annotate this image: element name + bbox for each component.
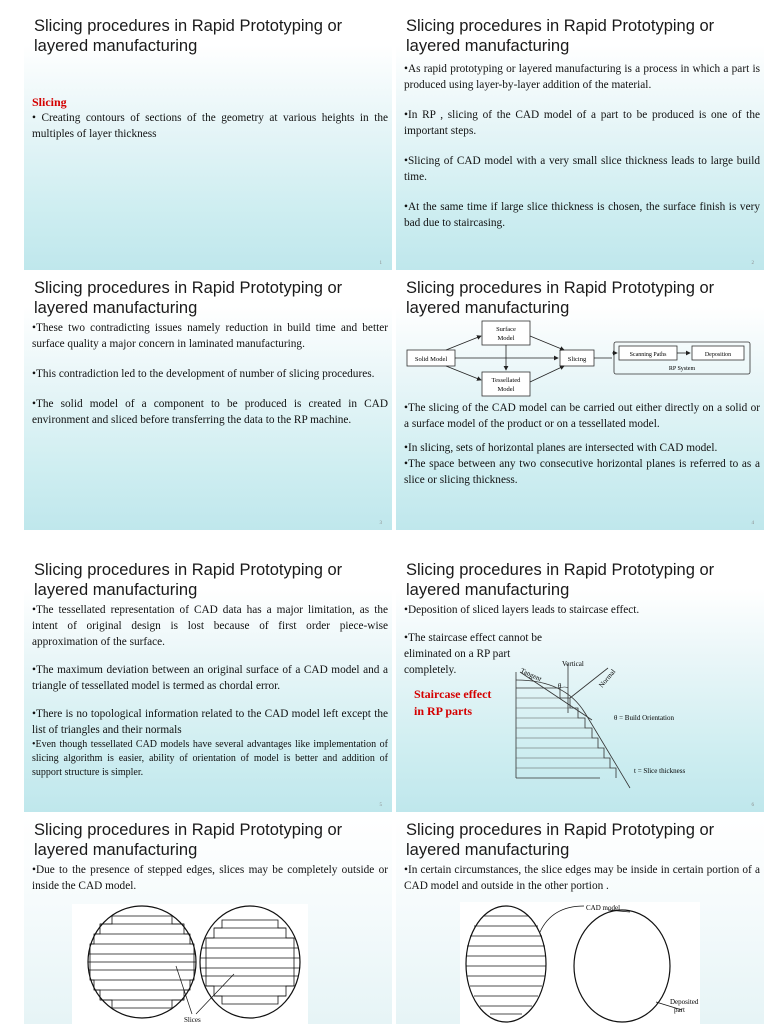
slide-4 xyxy=(396,276,764,530)
paragraph: •The tessellated representation of CAD data has a major limitation, as the intent of original design is lost because of first order piece-wise approximation of the surface. xyxy=(32,604,388,648)
tessellated-model-label: Tessellated xyxy=(491,377,521,384)
scanning-paths-label: Scanning Paths xyxy=(629,352,667,358)
slide-body xyxy=(32,94,388,142)
paragraph: •In slicing, sets of horizontal planes are intersected with CAD model. xyxy=(404,442,718,454)
rp-flow-diagram xyxy=(406,320,756,398)
slide-body xyxy=(404,61,760,231)
slice-thickness-label: t = Slice thickness xyxy=(634,767,686,775)
slide-body xyxy=(32,320,388,428)
surface-model-label: Surface xyxy=(496,326,516,333)
slide-title: Slicing procedures in Rapid Prototyping or layered manufacturing xyxy=(34,17,343,55)
staircase-diagram xyxy=(510,658,760,798)
slide-3 xyxy=(24,276,392,530)
paragraph: •In certain circumstances, the slice edges may be inside in certain portion of a CAD model and outside in the other portion . xyxy=(404,864,760,892)
theta-label: θ xyxy=(558,682,562,690)
staircase-label xyxy=(414,686,491,720)
paragraph: •Due to the presence of stepped edges, slices may be completely outside or inside the CAD model. xyxy=(32,864,388,892)
build-orientation-label: θ = Build Orientation xyxy=(614,714,674,722)
slide-title: Slicing procedures in Rapid Prototyping or layered manufacturing xyxy=(406,821,715,859)
page-number: 2 xyxy=(751,261,754,266)
page-number: 1 xyxy=(379,261,382,266)
normal-label: Normal xyxy=(597,667,618,690)
tangent-label: Tangent xyxy=(519,666,543,684)
slide-title: Slicing procedures in Rapid Prototyping or layered manufacturing xyxy=(34,279,343,317)
paragraph: •The slicing of the CAD model can be carried out either directly on a solid or a surface model of the product or on a tessellated model. xyxy=(404,402,760,430)
slide-title: Slicing procedures in Rapid Prototyping or layered manufacturing xyxy=(406,279,715,317)
deposited-part-label: part xyxy=(674,1006,685,1014)
slide-title: Slicing procedures in Rapid Prototyping or layered manufacturing xyxy=(34,821,343,859)
deposition-label: Deposition xyxy=(704,352,732,358)
paragraph: •The solid model of a component to be produced is created in CAD environment and sliced before transferring the data to the RP machine. xyxy=(32,398,388,426)
deposited-part-label: Deposited xyxy=(670,998,699,1006)
paragraph: •At the same time if large slice thickness is chosen, the surface finish is very bad due to staircasing. xyxy=(404,201,760,229)
paragraph: •Even though tessellated CAD models have several advantages like implementation of slicing algorithm is easier, ability of orientation of model is better and addition of support structure is simpler. xyxy=(32,739,388,778)
slide-6 xyxy=(396,558,764,812)
cad-model-diagram xyxy=(460,902,700,1024)
rp-system-label: RP System xyxy=(668,366,696,372)
paragraph: •Deposition of sliced layers leads to staircase effect. xyxy=(404,604,640,616)
bullet-text: • Creating contours of sections of the geometry at various heights in the multiples of layer thickness xyxy=(32,112,388,140)
slide-5 xyxy=(24,558,392,812)
staircase-label-line: in RP parts xyxy=(414,704,473,718)
paragraph: •The space between any two consecutive horizontal planes is referred to as a slice or slicing thickness. xyxy=(404,458,760,486)
slide-body xyxy=(404,862,760,894)
paragraph: •The maximum deviation between an original surface of a CAD model and a triangle of tessellated model is termed as chordal error. xyxy=(32,664,388,692)
slide-2 xyxy=(396,14,764,270)
page-number: 6 xyxy=(751,803,754,808)
surface-model-label: Model xyxy=(497,335,515,342)
paragraph: •The staircase effect cannot be eliminated on a RP part completely. xyxy=(404,632,542,676)
paragraph: •These two contradicting issues namely reduction in build time and better surface quality a major concern in laminated manufacturing. xyxy=(32,322,388,350)
paragraph: •This contradiction led to the development of number of slicing procedures. xyxy=(32,368,375,380)
slide-body xyxy=(32,862,388,894)
staircase-label-line: Staircase effect xyxy=(414,687,492,701)
slicing-label: Slicing xyxy=(567,356,587,363)
paragraph: •In RP , slicing of the CAD model of a part to be produced is one of the important steps. xyxy=(404,109,760,137)
slicing-heading: Slicing xyxy=(32,95,67,109)
solid-model-label: Solid Model xyxy=(414,356,448,363)
cad-model-label: CAD model xyxy=(586,904,621,912)
slices-label: Slices xyxy=(184,1016,201,1024)
page-number: 4 xyxy=(751,521,754,526)
slide-title: Slicing procedures in Rapid Prototyping or layered manufacturing xyxy=(34,561,343,599)
slices-diagram xyxy=(72,904,308,1024)
page-number: 5 xyxy=(379,803,382,808)
paragraph: •There is no topological information related to the CAD model left except the list of triangles and their normals xyxy=(32,708,388,736)
paragraph: •Slicing of CAD model with a very small slice thickness leads to large build time. xyxy=(404,155,760,183)
slide-body xyxy=(404,400,760,488)
slide-body xyxy=(32,602,388,780)
slide-7 xyxy=(24,818,392,1024)
vertical-label: Vertical xyxy=(562,660,584,668)
paragraph: •As rapid prototyping or layered manufacturing is a process in which a part is produced using layer-by-layer addition of the material. xyxy=(404,63,760,91)
slide-8 xyxy=(396,818,764,1024)
slide-title: Slicing procedures in Rapid Prototyping or layered manufacturing xyxy=(406,17,715,55)
tessellated-model-label: Model xyxy=(497,386,515,393)
slide-title: Slicing procedures in Rapid Prototyping or layered manufacturing xyxy=(406,561,715,599)
slide-1 xyxy=(24,14,392,270)
page-number: 3 xyxy=(379,521,382,526)
